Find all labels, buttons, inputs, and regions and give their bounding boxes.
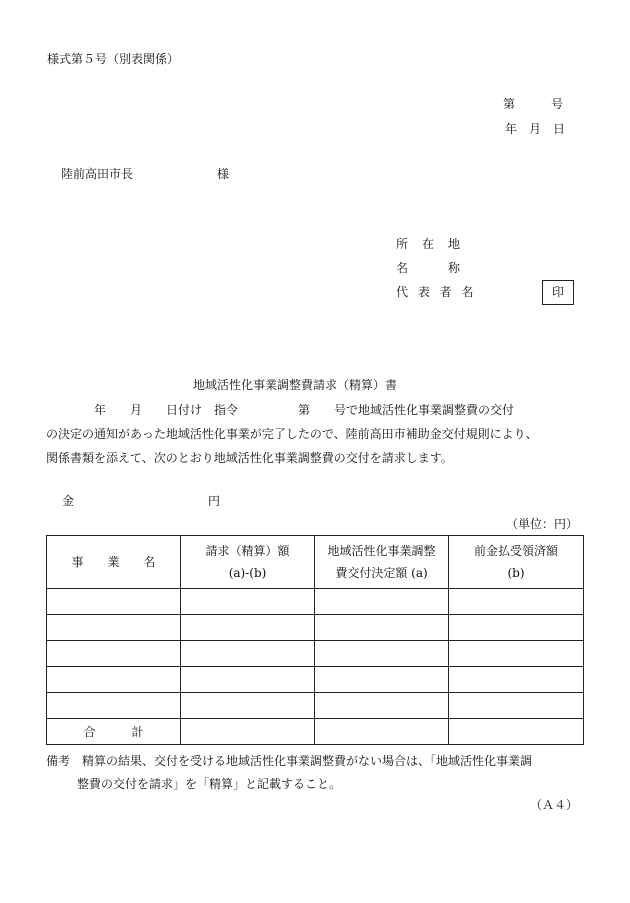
body-line-1: 年 月 日付け 指令 第 号で地域活性化事業調整費の交付	[46, 403, 515, 417]
table-header-row	[47, 536, 584, 589]
unit-note: （単位：円）	[506, 517, 579, 531]
name-label: 名 称	[396, 261, 462, 275]
document-number: 第 号	[503, 97, 564, 111]
amount-unit: 円	[208, 494, 221, 508]
header-advance-received: 前金払受領済額 (b)	[449, 536, 584, 589]
amount-label: 金	[62, 494, 75, 508]
table-row	[47, 589, 584, 615]
table-row	[47, 641, 584, 667]
table-row	[47, 615, 584, 641]
header-project-name: 事 業 名	[47, 536, 181, 589]
document-title: 地域活性化事業調整費請求（精算）書	[193, 378, 398, 392]
form-label: 様式第５号（別表関係）	[47, 52, 180, 66]
paper-size: （Ａ４）	[530, 798, 579, 812]
table-row	[47, 693, 584, 719]
body-line-3: 関係書類を添えて、次のとおり地域活性化事業調整費の交付を請求します。	[46, 451, 453, 465]
body-line-2: の決定の通知があった地域活性化事業が完了したので、陸前高田市補助金交付規則により、	[46, 427, 538, 441]
address-label: 所 在 地	[396, 237, 462, 251]
table-row	[47, 667, 584, 693]
header-claim-amount: 請求（精算）額 (a)-(b)	[181, 536, 315, 589]
representative-label: 代 表 者 名	[396, 285, 477, 299]
total-label: 合 計	[47, 719, 181, 745]
note-line-1: 備考 精算の結果、交付を受ける地域活性化事業調整費がない場合は、「地域活性化事業調	[46, 754, 533, 768]
table-total-row	[47, 719, 584, 745]
seal-box: 印	[542, 280, 574, 305]
settlement-table	[46, 535, 584, 745]
note-line-2: 整費の交付を請求」を「精算」と記載すること。	[77, 777, 342, 791]
header-decided-amount: 地域活性化事業調整 費交付決定額 (a)	[315, 536, 449, 589]
document-date: 年 月 日	[505, 122, 566, 136]
recipient: 陸前高田市長 様	[61, 167, 230, 181]
